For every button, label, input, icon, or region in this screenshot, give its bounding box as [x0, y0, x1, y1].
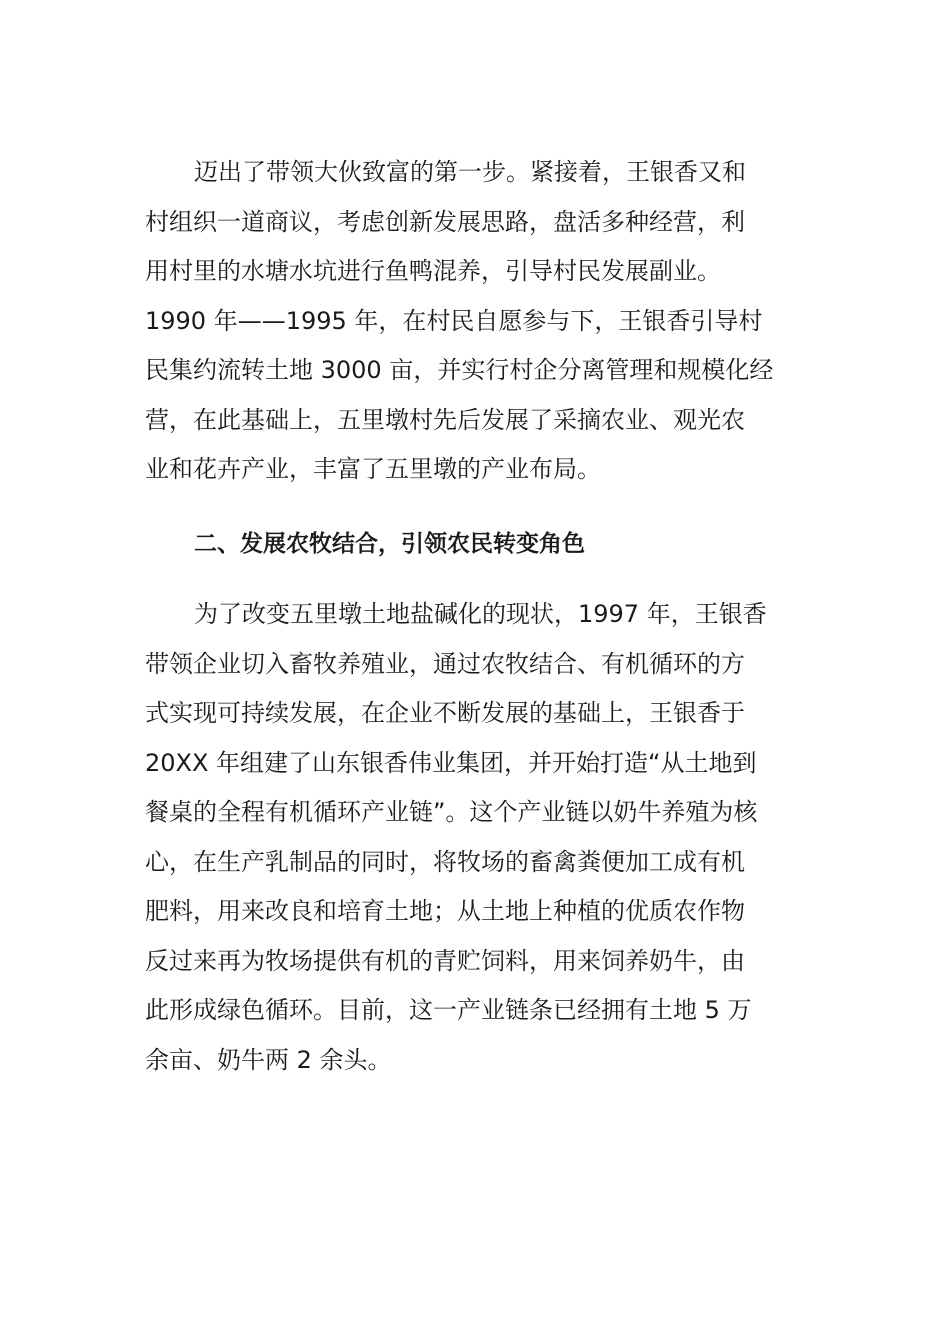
paragraph-line: 业和花卉产业，丰富了五里墩的产业布局。	[145, 455, 601, 483]
paragraph-line: 反过来再为牧场提供有机的青贮饲料，用来饲养奶牛，由	[145, 946, 745, 975]
section-heading-block	[145, 524, 825, 564]
paragraph-line: 1990 年——1995 年，在村民自愿参与下，王银香引导村	[145, 306, 763, 335]
paragraph-line: 式实现可持续发展，在企业不断发展的基础上，王银香于	[145, 699, 745, 727]
paragraph-line: 迈出了带领大伙致富的第一步。紧接着，王银香又和	[194, 158, 746, 186]
section-heading: 二、发展农牧结合，引领农民转变角色	[194, 531, 585, 557]
paragraph-1	[145, 148, 825, 495]
paragraph-line: 心，在生产乳制品的同时，将牧场的畜禽粪便加工成有机	[145, 847, 745, 876]
paragraph-line: 20XX 年组建了山东银香伟业集团，并开始打造“从土地到	[145, 748, 757, 777]
paragraph-line: 村组织一道商议，考虑创新发展思路，盘活多种经营，利	[145, 207, 745, 236]
paragraph-line: 民集约流转土地 3000 亩，并实行村企分离管理和规模化经	[145, 356, 774, 384]
paragraph-2	[145, 590, 825, 1085]
paragraph-line: 此形成绿色循环。目前，这一产业链条已经拥有土地 5 万	[145, 996, 752, 1024]
paragraph-line: 为了改变五里墩土地盐碱化的现状，1997 年，王银香	[194, 600, 767, 628]
paragraph-line: 带领企业切入畜牧养殖业，通过农牧结合、有机循环的方	[145, 649, 745, 678]
paragraph-line: 用村里的水塘水坑进行鱼鸭混养，引导村民发展副业。	[145, 257, 721, 285]
paragraph-line: 余亩、奶牛两 2 余头。	[145, 1045, 392, 1074]
paragraph-line: 营，在此基础上，五里墩村先后发展了采摘农业、观光农	[145, 405, 745, 434]
paragraph-line: 肥料，用来改良和培育土地；从土地上种植的优质农作物	[145, 897, 745, 925]
paragraph-line: 餐桌的全程有机循环产业链”。这个产业链以奶牛养殖为核	[145, 798, 758, 826]
